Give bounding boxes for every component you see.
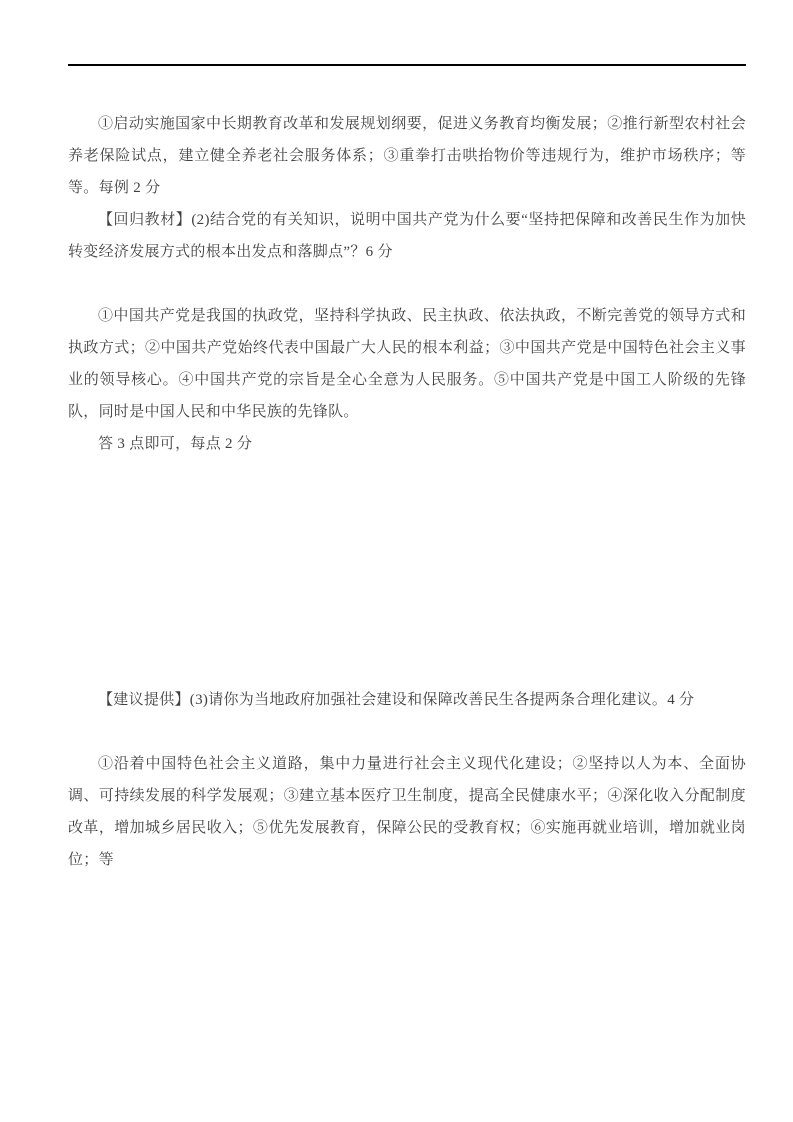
- paragraph-question-2: 【回归教材】(2)结合党的有关知识，说明中国共产党为什么要“坚持把保障和改善民生作为加快转变经济发展方式的根本出发点和落脚点”？6 分: [68, 212, 746, 260]
- paragraph-answer-2-note: 答 3 点即可，每点 2 分: [98, 436, 253, 452]
- header-divider-rule: [68, 64, 746, 66]
- paragraph-answer-2: ①中国共产党是我国的执政党，坚持科学执政、民主执政、依法执政，不断完善党的领导方式和执政方式；②中国共产党始终代表中国最广大人民的根本利益；③中国共产党是中国特色社会主义事业的领导核心。④中国共产党的宗旨是全心全意为人民服务。⑤中国共产党是中国工人阶级的先锋队，同时是中国人民和中华民族的先锋队。: [68, 308, 746, 420]
- document-body: [68, 0, 746, 876]
- paragraph-answer-3: ①沿着中国特色社会主义道路，集中力量进行社会主义现代化建设；②坚持以人为本、全面协调、可持续发展的科学发展观；③建立基本医疗卫生制度，提高全民健康水平；④深化收入分配制度改革，增加城乡居民收入；⑤优先发展教育，保障公民的受教育权；⑥实施再就业培训，增加就业岗位；等: [68, 756, 746, 868]
- paragraph-answer-examples: ①启动实施国家中长期教育改革和发展规划纲要，促进义务教育均衡发展；②推行新型农村社会养老保险试点，建立健全养老社会服务体系；③重拳打击哄抬物价等违规行为，维护市场秩序；等等。每例 2 分: [68, 116, 746, 196]
- paragraph-question-3: 【建议提供】(3)请你为当地政府加强社会建设和保障改善民生各提两条合理化建议。4 分: [98, 692, 695, 708]
